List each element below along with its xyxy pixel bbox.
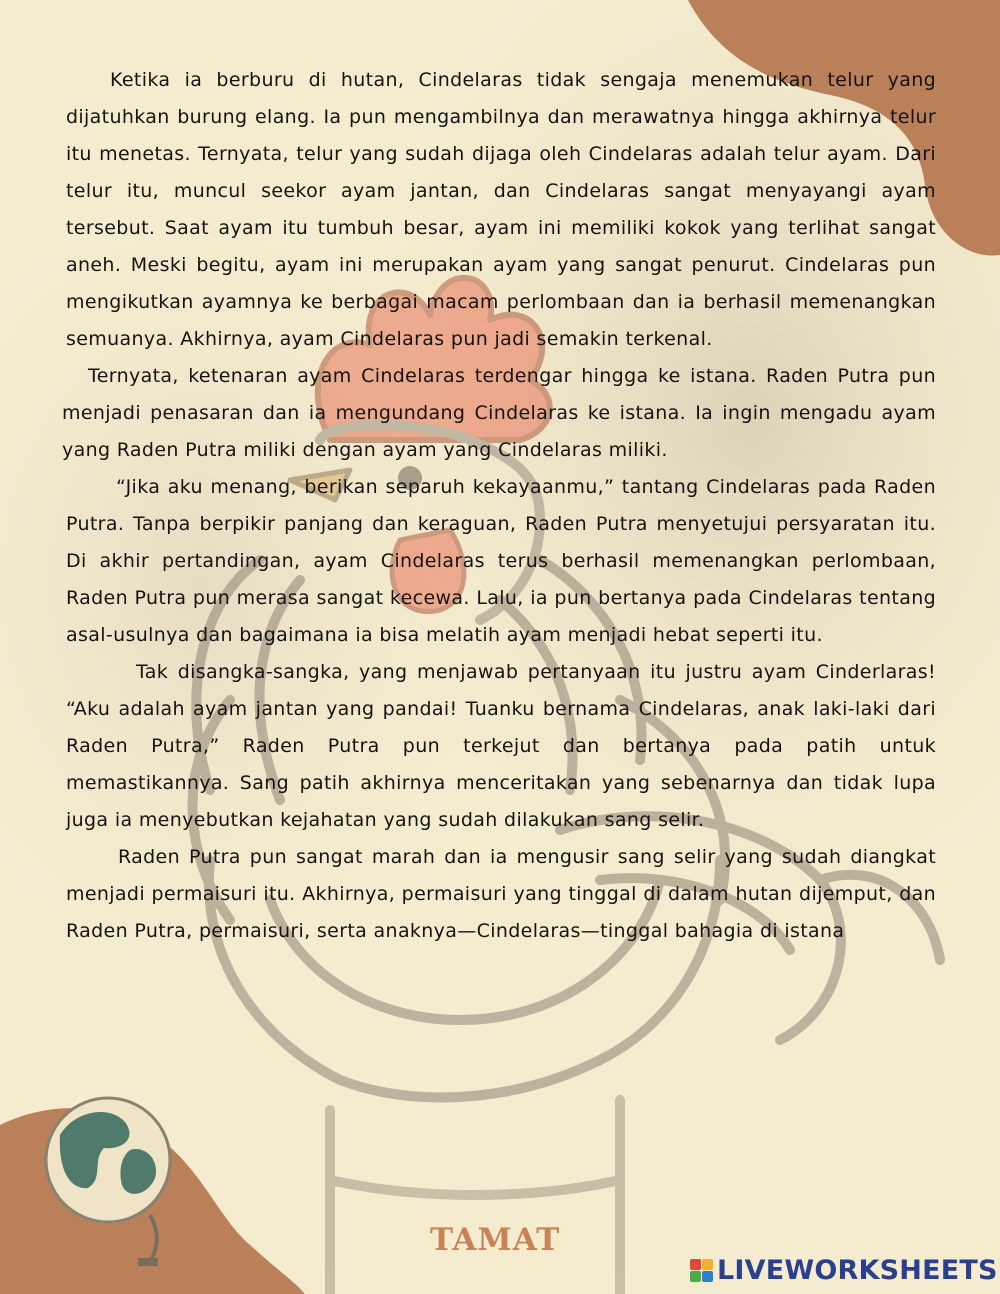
story-text bbox=[62, 62, 936, 950]
story-paragraph-2: Ternyata, ketenaran ayam Cindelaras terdengar hingga ke istana. Raden Putra pun menjadi penasaran dan ia mengundang Cindelaras ke istana. Ia ingin mengadu ayam yang Raden Putra miliki dengan ayam yang Cindelaras miliki. bbox=[62, 365, 936, 461]
liveworksheets-logo-icon bbox=[690, 1259, 713, 1282]
story-end-label: TAMAT bbox=[430, 1222, 561, 1258]
liveworksheets-brand[interactable] bbox=[690, 1252, 998, 1288]
brand-name: LIVEWORKSHEETS bbox=[717, 1254, 998, 1286]
story-paragraph-3: “Jika aku menang, berikan separuh kekayaanmu,” tantang Cindelaras pada Raden Putra. Tanpa berpikir panjang dan keraguan, Raden Putra menyetujui persyaratan itu. Di akhir pertandingan, ayam Cindelaras terus berhasil memenangkan perlombaan, Raden Putra pun merasa sangat kecewa. Lalu, ia pun bertanya pada Cindelaras tentang asal-usulnya dan bagaimana ia bisa melatih ayam menjadi hebat seperti itu. bbox=[66, 476, 936, 646]
story-paragraph-5: Raden Putra pun sangat marah dan ia mengusir sang selir yang sudah diangkat menjadi permaisuri itu. Akhirnya, permaisuri yang tinggal di dalam hutan dijemput, dan Raden Putra, permaisuri, serta anaknya—Cindelaras—tinggal bahagia di istana bbox=[66, 846, 936, 942]
story-paragraph-1: Ketika ia berburu di hutan, Cindelaras tidak sengaja menemukan telur yang dijatuhkan burung elang. Ia pun mengambilnya dan merawatnya hingga akhirnya telur itu menetas. Ternyata, telur yang sudah dijaga oleh Cindelaras adalah telur ayam. Dari telur itu, muncul seekor ayam jantan, dan Cindelaras sangat menyayangi ayam tersebut. Saat ayam itu tumbuh besar, ayam ini memiliki kokok yang terlihat sangat aneh. Meski begitu, ayam ini merupakan ayam yang sangat penurut. Cindelaras pun mengikutkan ayamnya ke berbagai macam perlombaan dan ia berhasil memenangkan semuanya. Akhirnya, ayam Cindelaras pun jadi semakin terkenal. bbox=[66, 69, 936, 350]
story-paragraph-4: Tak disangka-sangka, yang menjawab pertanyaan itu justru ayam Cinderlaras! “Aku adalah ayam jantan yang pandai! Tuanku bernama Cindelaras, anak laki-laki dari Raden Putra,” Raden Putra pun terkejut dan bertanya pada patih untuk memastikannya. Sang patih akhirnya menceritakan yang sebenarnya dan tidak lupa juga ia menyebutkan kejahatan yang sudah dilakukan sang selir. bbox=[66, 661, 936, 831]
